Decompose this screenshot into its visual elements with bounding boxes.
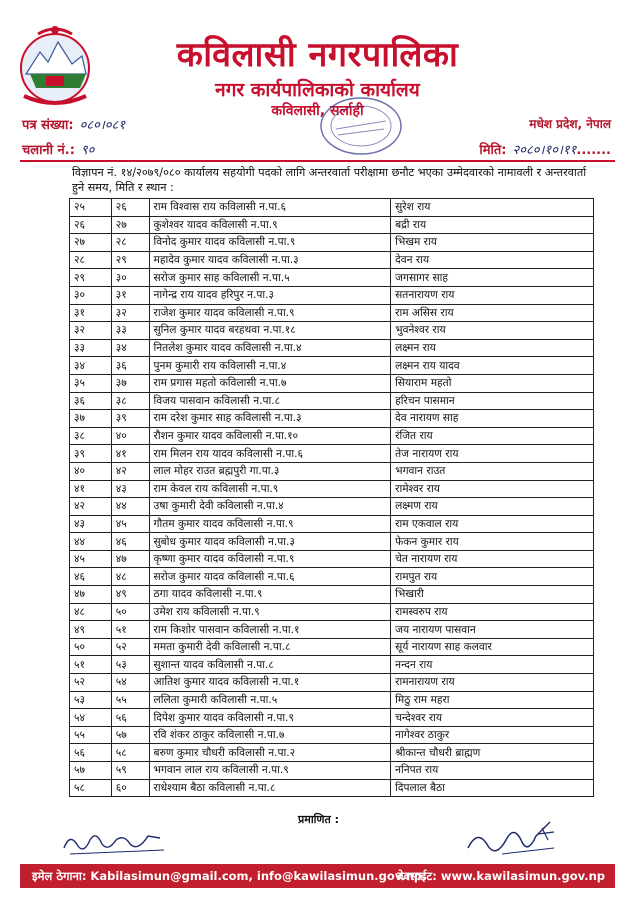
guardian-name-cell: राम असिस राय <box>391 304 594 322</box>
table-row <box>70 550 594 568</box>
guardian-name-cell: सूर्य नारायण साह कलवार <box>391 638 594 656</box>
guardian-name-cell: भुवनेश्वर राय <box>391 322 594 340</box>
roll-number-cell: ३१ <box>111 286 149 304</box>
roll-number-cell: २६ <box>111 199 149 217</box>
candidate-name-cell: राम किशोर पासवान कविलासी न.पा.१ <box>149 621 391 639</box>
table-row <box>70 674 594 692</box>
serial-number-cell: २५ <box>70 199 112 217</box>
candidate-name-cell: राम विश्वास राय कविलासी न.पा.६ <box>149 199 391 217</box>
roll-number-cell: ४५ <box>111 515 149 533</box>
serial-number-cell: २९ <box>70 269 112 287</box>
candidate-name-cell: राम प्रगास महतो कविलासी न.पा.७ <box>149 374 391 392</box>
table-row <box>70 515 594 533</box>
table-row <box>70 269 594 287</box>
guardian-name-cell: रंजित राय <box>391 427 594 445</box>
serial-number-cell: ४३ <box>70 515 112 533</box>
roll-number-cell: ४७ <box>111 550 149 568</box>
serial-number-cell: २७ <box>70 234 112 252</box>
guardian-name-cell: श्रीकान्त चौधरी ब्राह्मण <box>391 744 594 762</box>
serial-number-cell: ५६ <box>70 744 112 762</box>
roll-number-cell: ५२ <box>111 638 149 656</box>
serial-number-cell: ५० <box>70 638 112 656</box>
header-divider <box>20 160 615 162</box>
table-row <box>70 480 594 498</box>
serial-number-cell: ४५ <box>70 550 112 568</box>
guardian-name-cell: चन्देश्वर राय <box>391 709 594 727</box>
serial-number-cell: ३३ <box>70 339 112 357</box>
candidate-name-cell: लाल मोहर राउत ब्रह्मपुरी गा.पा.३ <box>149 462 391 480</box>
table-row <box>70 216 594 234</box>
table-row <box>70 374 594 392</box>
table-row <box>70 286 594 304</box>
candidate-name-cell: भगवान लाल राय कविलासी न.पा.९ <box>149 762 391 780</box>
roll-number-cell: ६० <box>111 779 149 797</box>
candidate-name-cell: राजेश कुमार यादव कविलासी न.पा.९ <box>149 304 391 322</box>
guardian-name-cell: रामेश्वर राय <box>391 480 594 498</box>
guardian-name-cell: जगसागर साह <box>391 269 594 287</box>
footer-email: इमेल ठेगाना: Kabilasimun@gmail.com, info@kawilasimun.gov.np. <box>32 869 427 883</box>
candidate-name-cell: सरोज कुमार साह कविलासी न.पा.५ <box>149 269 391 287</box>
serial-number-cell: २८ <box>70 251 112 269</box>
candidate-name-cell: उषा कुमारी देवी कविलासी न.पा.४ <box>149 498 391 516</box>
table-row <box>70 762 594 780</box>
roll-number-cell: ५३ <box>111 656 149 674</box>
candidate-name-cell: सुबोध कुमार यादव कविलासी न.पा.३ <box>149 533 391 551</box>
roll-number-cell: ४२ <box>111 462 149 480</box>
guardian-name-cell: राम एकवाल राय <box>391 515 594 533</box>
guardian-name-cell: रामपुत राय <box>391 568 594 586</box>
candidate-name-cell: रवि शंकर ठाकुर कविलासी न.पा.७ <box>149 726 391 744</box>
roll-number-cell: ३४ <box>111 339 149 357</box>
candidate-name-cell: बरुण कुमार चौधरी कविलासी न.पा.२ <box>149 744 391 762</box>
table-row <box>70 410 594 428</box>
roll-number-cell: ४० <box>111 427 149 445</box>
candidate-name-cell: आतिश कुमार यादव कविलासी न.पा.१ <box>149 674 391 692</box>
guardian-name-cell: रामस्वरुप राय <box>391 603 594 621</box>
serial-number-cell: ५४ <box>70 709 112 727</box>
guardian-name-cell: लक्ष्मण राय <box>391 498 594 516</box>
roll-number-cell: ५० <box>111 603 149 621</box>
serial-number-cell: ३८ <box>70 427 112 445</box>
roll-number-cell: ५८ <box>111 744 149 762</box>
candidate-name-cell: राधेश्याम बैठा कविलासी न.पा.८ <box>149 779 391 797</box>
guardian-name-cell: हरिचन पासमान <box>391 392 594 410</box>
table-row <box>70 779 594 797</box>
roll-number-cell: ५५ <box>111 691 149 709</box>
office-subtitle: नगर कार्यपालिकाको कार्यालय <box>215 79 420 101</box>
table-row <box>70 322 594 340</box>
roll-number-cell: ३९ <box>111 410 149 428</box>
serial-number-cell: ५१ <box>70 656 112 674</box>
roll-number-cell: ३६ <box>111 357 149 375</box>
roll-number-cell: ५९ <box>111 762 149 780</box>
serial-number-cell: ३५ <box>70 374 112 392</box>
guardian-name-cell: सियाराम महतो <box>391 374 594 392</box>
candidate-name-cell: सरोज कुमार यादव कविलासी न.पा.६ <box>149 568 391 586</box>
serial-number-cell: ४४ <box>70 533 112 551</box>
guardian-name-cell: जय नारायण पासवान <box>391 621 594 639</box>
serial-number-cell: ३४ <box>70 357 112 375</box>
serial-number-cell: ४८ <box>70 603 112 621</box>
serial-number-cell: ५३ <box>70 691 112 709</box>
roll-number-cell: २८ <box>111 234 149 252</box>
candidate-name-cell: ठगा यादव कविलासी न.पा.९ <box>149 586 391 604</box>
guardian-name-cell: सतनारायण राय <box>391 286 594 304</box>
office-place: कविलासी, सर्लाही <box>271 103 364 119</box>
roll-number-cell: ५१ <box>111 621 149 639</box>
serial-number-cell: ३६ <box>70 392 112 410</box>
guardian-name-cell: भिखम राय <box>391 234 594 252</box>
roll-number-cell: ४४ <box>111 498 149 516</box>
guardian-name-cell: देवन राय <box>391 251 594 269</box>
roll-number-cell: ५४ <box>111 674 149 692</box>
table-row <box>70 445 594 463</box>
date-line: मिति: २०८०।१०।११....... <box>479 143 611 158</box>
table-row <box>70 234 594 252</box>
footer-bar <box>20 864 615 888</box>
table-row <box>70 744 594 762</box>
table-row <box>70 427 594 445</box>
table-row <box>70 621 594 639</box>
roll-number-cell: ४९ <box>111 586 149 604</box>
serial-number-cell: ४१ <box>70 480 112 498</box>
serial-number-cell: ३२ <box>70 322 112 340</box>
candidate-name-cell: राम मिलन राय यादव कविलासी न.पा.६ <box>149 445 391 463</box>
footer-website: वेवसाईट: www.kawilasimun.gov.np <box>397 869 605 883</box>
serial-number-cell: ४९ <box>70 621 112 639</box>
roll-number-cell: ५६ <box>111 709 149 727</box>
dispatch-number: चलानी नं.: ९० <box>22 143 95 158</box>
candidate-name-cell: कुशेश्वर यादव कविलासी न.पा.९ <box>149 216 391 234</box>
candidate-name-cell: नागेन्द्र राय यादव हरिपुर न.पा.३ <box>149 286 391 304</box>
table-row <box>70 251 594 269</box>
candidate-name-cell: विजय पासवान कविलासी न.पा.८ <box>149 392 391 410</box>
serial-number-cell: ५७ <box>70 762 112 780</box>
serial-number-cell: ३१ <box>70 304 112 322</box>
guardian-name-cell: लक्ष्मन राय यादव <box>391 357 594 375</box>
guardian-name-cell: चेत नारायण राय <box>391 550 594 568</box>
guardian-name-cell: बद्री राय <box>391 216 594 234</box>
roll-number-cell: ३७ <box>111 374 149 392</box>
serial-number-cell: ४२ <box>70 498 112 516</box>
candidate-name-cell: राम केवल राय कविलासी न.पा.९ <box>149 480 391 498</box>
roll-number-cell: ५७ <box>111 726 149 744</box>
province-label: मधेश प्रदेश, नेपाल <box>529 117 611 131</box>
candidate-name-cell: दिपेश कुमार यादव कविलासी न.पा.९ <box>149 709 391 727</box>
guardian-name-cell: लक्ष्मन राय <box>391 339 594 357</box>
guardian-name-cell: नन्दन राय <box>391 656 594 674</box>
table-row <box>70 498 594 516</box>
serial-number-cell: ३९ <box>70 445 112 463</box>
guardian-name-cell: भिखारी <box>391 586 594 604</box>
candidate-name-cell: नितलेश कुमार यादव कविलासी न.पा.४ <box>149 339 391 357</box>
candidate-name-cell: रौशन कुमार यादव कविलासी न.पा.१० <box>149 427 391 445</box>
serial-number-cell: ४० <box>70 462 112 480</box>
serial-number-cell: ५२ <box>70 674 112 692</box>
verified-label: प्रमाणित : <box>298 813 339 826</box>
table-row <box>70 199 594 217</box>
candidate-name-cell: सुशान्त यादव कविलासी न.पा.८ <box>149 656 391 674</box>
candidate-name-cell: उमेश राय कविलासी न.पा.९ <box>149 603 391 621</box>
candidate-name-cell: ममता कुमारी देवी कविलासी न.पा.८ <box>149 638 391 656</box>
roll-number-cell: २९ <box>111 251 149 269</box>
guardian-name-cell: नागेश्वर ठाकुर <box>391 726 594 744</box>
table-row <box>70 357 594 375</box>
candidate-name-cell: गौतम कुमार यादव कविलासी न.पा.९ <box>149 515 391 533</box>
table-row <box>70 709 594 727</box>
roll-number-cell: ३८ <box>111 392 149 410</box>
candidate-name-cell: विनोद कुमार यादव कविलासी न.पा.९ <box>149 234 391 252</box>
office-title: कविलासी नगरपालिका <box>176 35 459 75</box>
serial-number-cell: ३७ <box>70 410 112 428</box>
roll-number-cell: ३२ <box>111 304 149 322</box>
letter-number: पत्र संख्या: ०८०।०८१ <box>22 118 126 133</box>
table-row <box>70 462 594 480</box>
table-row <box>70 603 594 621</box>
serial-number-cell: ३० <box>70 286 112 304</box>
guardian-name-cell: रामनारायण राय <box>391 674 594 692</box>
notice-text: विज्ञापन नं. १४/२०७९/०८० कार्यालय सहयोगी पदको लागि अन्तरवार्ता परीक्षामा छनौट भएका उम्मेदवारको नामावली र अन्तरवार्ता हुने समय, मिति र स्थान : <box>72 166 587 194</box>
signature-left <box>60 826 170 858</box>
office-seal-stamp <box>318 95 404 157</box>
table-row <box>70 339 594 357</box>
table-row <box>70 392 594 410</box>
table-row <box>70 533 594 551</box>
candidate-name-cell: पुनम कुमारी राय कविलासी न.पा.४ <box>149 357 391 375</box>
candidate-name-cell: राम दरेश कुमार साह कविलासी न.पा.३ <box>149 410 391 428</box>
guardian-name-cell: मिठु राम महरा <box>391 691 594 709</box>
serial-number-cell: ५५ <box>70 726 112 744</box>
guardian-name-cell: ननिपत राय <box>391 762 594 780</box>
guardian-name-cell: दिपलाल बैठा <box>391 779 594 797</box>
roll-number-cell: ४१ <box>111 445 149 463</box>
guardian-name-cell: तेज नारायण राय <box>391 445 594 463</box>
roll-number-cell: ३० <box>111 269 149 287</box>
guardian-name-cell: सुरेश राय <box>391 199 594 217</box>
guardian-name-cell: फेकन कुमार राय <box>391 533 594 551</box>
table-row <box>70 568 594 586</box>
table-row <box>70 656 594 674</box>
candidate-name-cell: महादेव कुमार यादव कविलासी न.पा.३ <box>149 251 391 269</box>
guardian-name-cell: भगवान राउत <box>391 462 594 480</box>
signature-right <box>462 818 557 862</box>
candidate-table <box>69 198 594 797</box>
serial-number-cell: २६ <box>70 216 112 234</box>
serial-number-cell: ५८ <box>70 779 112 797</box>
candidate-name-cell: ललिता कुमारी कविलासी न.पा.५ <box>149 691 391 709</box>
roll-number-cell: ४८ <box>111 568 149 586</box>
guardian-name-cell: देव नारायण साह <box>391 410 594 428</box>
roll-number-cell: ४३ <box>111 480 149 498</box>
candidate-name-cell: सुनिल कुमार यादव बरहथवा न.पा.१८ <box>149 322 391 340</box>
roll-number-cell: २७ <box>111 216 149 234</box>
table-row <box>70 726 594 744</box>
table-row <box>70 304 594 322</box>
serial-number-cell: ४६ <box>70 568 112 586</box>
table-row <box>70 586 594 604</box>
table-row <box>70 638 594 656</box>
roll-number-cell: ३३ <box>111 322 149 340</box>
table-row <box>70 691 594 709</box>
roll-number-cell: ४६ <box>111 533 149 551</box>
candidate-name-cell: कृष्णा कुमार यादव कविलासी न.पा.९ <box>149 550 391 568</box>
serial-number-cell: ४७ <box>70 586 112 604</box>
